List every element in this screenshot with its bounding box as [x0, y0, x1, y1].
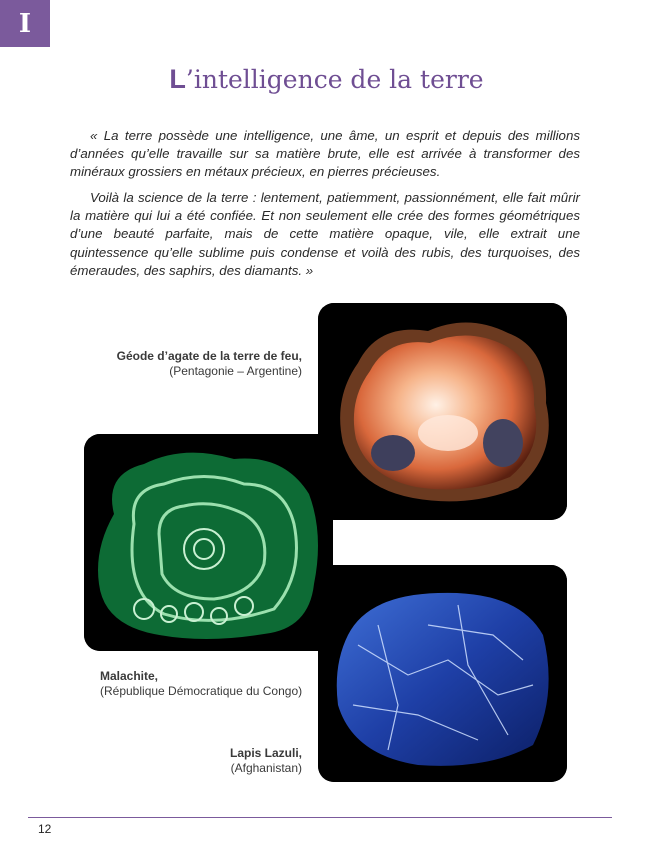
footer-rule — [28, 817, 612, 818]
malachite-photo — [84, 434, 333, 651]
caption-malachite-name: Malachite, — [100, 669, 159, 683]
caption-lapis-origin: (Afghanistan) — [230, 761, 302, 775]
chapter-tab — [0, 0, 50, 47]
page-title — [0, 64, 653, 95]
caption-geode — [100, 349, 302, 379]
caption-lapis-name: Lapis Lazuli, — [229, 746, 302, 760]
caption-geode-name: Géode d’agate de la terre de feu, — [116, 349, 302, 363]
caption-lapis — [100, 746, 302, 776]
title-rest: ’intelligence de la terre — [185, 65, 484, 94]
malachite-image — [84, 434, 333, 651]
chapter-numeral: I — [18, 8, 32, 39]
geode-photo — [318, 303, 567, 520]
quote-paragraph-2: Voilà la science de la terre : lentement, patiemment, passionnément, elle fait mûrir la matière qui lui a été confiée. Et non seulement elle crée des formes géométriques d’une beauté parfaite, mais de cette matière opaque, vile, elle extrait une quintessence qu’elle sublime puis condense et voilà des rubis, des turquoises, des émeraudes, des saphirs, des diamants. » — [70, 190, 580, 278]
quote-paragraph-1: « La terre possède une intelligence, une âme, un esprit et depuis des millions d’années qu’elle travaille sur sa matière brute, elle est arrivée à transformer des minéraux grossiers en métaux précieux, en pierres précieuses. — [70, 128, 580, 180]
lapis-photo — [318, 565, 567, 782]
lapis-image — [318, 565, 567, 782]
title-first-letter: L — [169, 64, 186, 94]
geode-image — [318, 303, 567, 520]
caption-malachite — [100, 669, 330, 699]
page-number: 12 — [38, 822, 52, 836]
caption-geode-origin: (Pentagonie – Argentine) — [169, 364, 302, 378]
caption-malachite-origin: (République Démocratique du Congo) — [100, 684, 303, 698]
